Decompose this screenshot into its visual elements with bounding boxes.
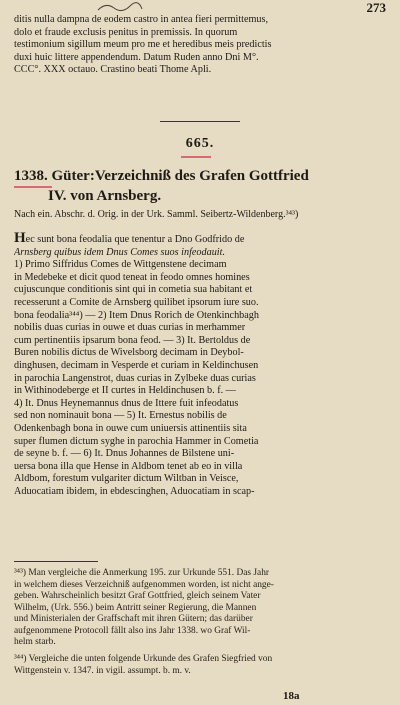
footnote-line: ³⁴⁴) Vergleiche die unten folgende Urkunde des Grafen Siegfried von <box>14 654 273 664</box>
text-line: bona feodalia³⁴⁴) — 2) Item Dnus Rorich de Otenkinchbagh <box>14 309 259 321</box>
footnote-line: und Ministerialen der Graffschaft mit ihren Gütern; das darüber <box>14 614 253 624</box>
text-line: Aduocatiam ibidem, in ebdescinghen, Aduocatiam in scap- <box>14 485 255 497</box>
source-note: Nach ein. Abschr. d. Orig. in der Urk. Samml. Seibertz-Wildenberg.³⁴³) <box>14 209 299 220</box>
text-line: Aldbom, forestum vulgariter dictum Wiltban in Veisce, <box>14 473 239 485</box>
text-line: duxi huic littere appendendum. Datum Ruden anno Dni M°. <box>14 51 259 63</box>
red-underline <box>181 156 211 158</box>
section-divider <box>160 121 240 122</box>
text-line: Buren nobilis dictus de Wivelsborg decimam in Deybol- <box>14 347 244 359</box>
initial-letter: H <box>14 232 26 246</box>
footnote-line: helm starb. <box>14 637 56 647</box>
text-line: in Withinodeberge et II curtes in Heldinchusen b. f. — <box>14 385 236 397</box>
footnote-line: Wittgenstein v. 1347. in vigil. assumpt. b. m. v. <box>14 665 191 676</box>
text-line: sed non nominauit bona — 5) It. Ernestus nobilis de <box>14 410 227 422</box>
main-text <box>14 232 386 498</box>
text-line: Hec sunt bona feodalia que tenentur a Dno Godfrido de <box>14 232 245 246</box>
text-line: recesserunt a Comite de Arnsberg quilibet ipsorum iure suo. <box>14 296 259 308</box>
page-number: 273 <box>366 0 386 15</box>
text-line: nobilis duas curias in ouwe et duas curias in merhammer <box>14 322 246 334</box>
text-line: testimonium sigillum meum pro me et heredibus meis predictis <box>14 39 272 51</box>
text-line: de seyne b. f. — 6) It. Dnus Johannes de Bilstene uni- <box>14 448 235 460</box>
footnote-line: geben. Wahrscheinlich besitzt Graf Gottfried, gleich seinem Vater <box>14 591 261 601</box>
text-line: cum pertinentiis ipsarum bona feod. — 3) It. Bertoldus de <box>14 334 251 346</box>
top-paragraph <box>14 14 386 77</box>
footnote-line: aufgenommene Protocoll fällt also ins Jahr 1338. wo Graf Wil- <box>14 625 251 636</box>
footnote-line: Wilhelm, (Urk. 556.) beim Antritt seiner Regierung, die Mannen <box>14 602 257 613</box>
document-heading-line2: IV. von Arnsberg. <box>48 188 162 204</box>
document-number: 665. <box>185 136 215 151</box>
footnote-344 <box>14 654 386 677</box>
footnote-line: in welchem dieses Verzeichniß aufgenommen worden, ist nicht ange- <box>14 579 274 590</box>
footnote-line: ³⁴³) Man vergleiche die Anmerkung 195. zur Urkunde 551. Das Jahr <box>14 568 270 578</box>
text-line: Odenkenbagh bona in ouwe cum uniuersis attinentiis sita <box>14 422 247 434</box>
red-underline <box>14 186 52 188</box>
text-line: dinghusen, decimam in Vesperde et curiam in Keldinchusen <box>14 359 259 371</box>
document-heading-line1: 1338. Güter:Verzeichniß des Grafen Gottfried <box>14 168 309 184</box>
text-line: ditis nulla dampna de eodem castro in antea fieri permittemus, <box>14 14 269 25</box>
text-line: dolo et fraude exclusis penitus in premissis. In quorum <box>14 26 238 38</box>
text-line: 1) Primo Siffridus Comes de Wittgenstene decimam <box>14 259 227 271</box>
signature-mark: 18a <box>283 690 300 702</box>
footnote-343 <box>14 568 386 649</box>
text-line: super flumen dictum syghe in parochia Hammer in Cometia <box>14 435 259 447</box>
text-line: Arnsberg quibus idem Dnus Comes suos infeodauit. <box>14 246 226 258</box>
text-line: in parochia Langenstrot, duas curias in Zylbeke duas curias <box>14 372 256 384</box>
ink-scribble <box>96 0 144 14</box>
text-line: in Medebeke et dicit quod teneat in feodo omnes homines <box>14 271 250 283</box>
text-line: cujuscunque conditionis sint qui in cometia sua habitant et <box>14 284 253 296</box>
footnote-divider <box>14 561 98 562</box>
text-line: uersa bona illa que Hense in Aldbom tenet ab eo in villa <box>14 460 243 472</box>
text-line: CCC°. XXX octauo. Crastino beati Thome Apli. <box>14 64 212 76</box>
text-line: 4) It. Dnus Heynemannus dnus de Ittere fuit infeodatus <box>14 397 239 409</box>
